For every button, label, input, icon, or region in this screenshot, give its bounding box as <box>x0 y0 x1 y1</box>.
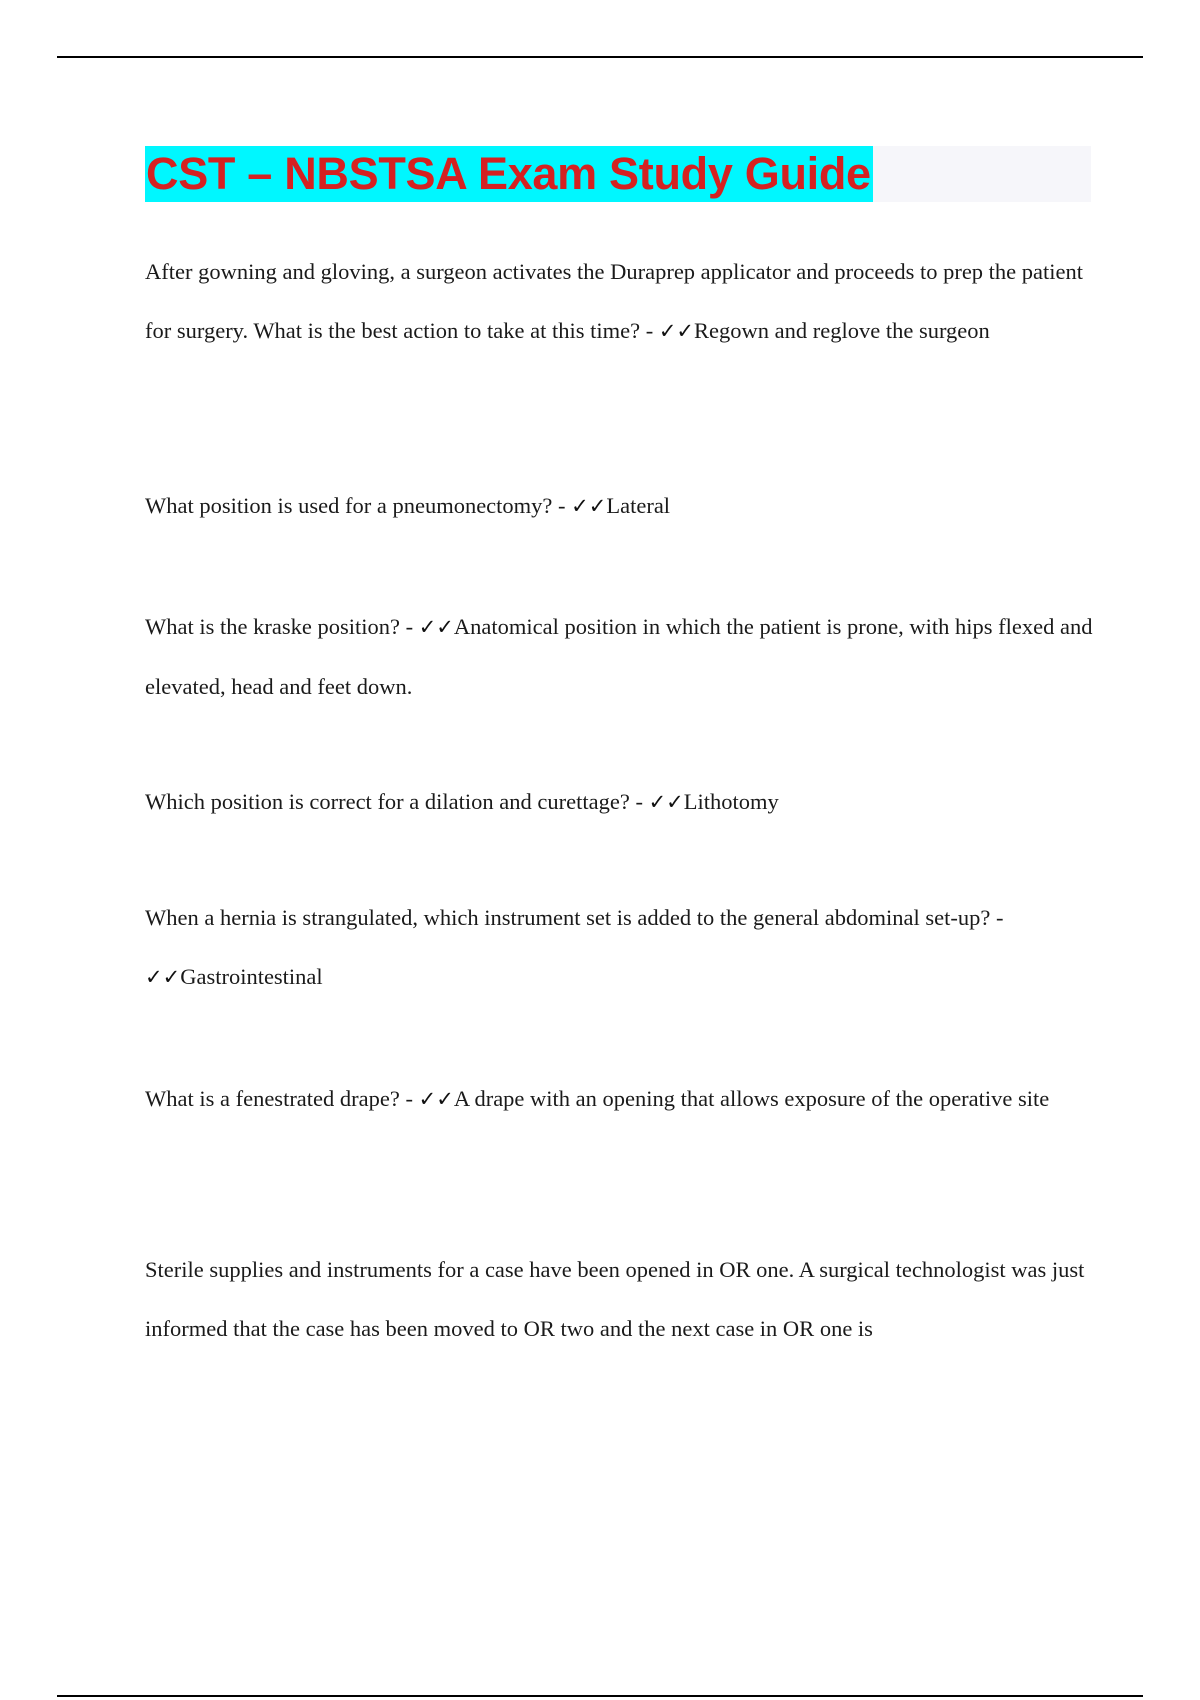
qa-item <box>145 888 1095 1007</box>
header-rule <box>57 56 1143 58</box>
check-icon: ✓✓ <box>418 615 454 639</box>
question-text: What is the kraske position? - <box>145 614 419 639</box>
qa-item <box>145 242 1095 361</box>
answer-text: Anatomical position in which the patient is prone, with hips flexed and elevated, head and feet down. <box>145 614 1093 699</box>
check-icon: ✓✓ <box>648 790 684 814</box>
check-icon: ✓✓ <box>571 494 607 518</box>
check-icon: ✓✓ <box>658 319 695 343</box>
check-icon: ✓✓ <box>145 965 181 989</box>
check-icon: ✓✓ <box>418 1087 454 1111</box>
page-title: CST – NBSTSA Exam Study Guide <box>145 146 873 202</box>
qa-item <box>145 1240 1095 1358</box>
question-text: Which position is correct for a dilation and curettage? - <box>145 789 649 814</box>
qa-item <box>145 476 1095 536</box>
qa-item <box>145 1069 1095 1129</box>
qa-item <box>145 597 1095 716</box>
question-text: Sterile supplies and instruments for a case have been opened in OR one. A surgical technologist was just informed that the case has been moved to OR two and the next case in OR one is <box>145 1257 1085 1341</box>
answer-text: Lateral <box>606 493 671 518</box>
question-text: After gowning and gloving, a surgeon activates the Duraprep applicator and proceeds to prep the patient for surgery. What is the best action to take at this time? - <box>145 259 1084 343</box>
question-text: When a hernia is strangulated, which instrument set is added to the general abdominal set-up? - <box>145 905 1004 930</box>
answer-text: Regown and reglove the surgeon <box>694 318 990 343</box>
qa-item <box>145 772 1095 832</box>
question-text: What is a fenestrated drape? - <box>145 1086 419 1111</box>
answer-text: A drape with an opening that allows exposure of the operative site <box>453 1086 1050 1111</box>
answer-text: Lithotomy <box>683 789 779 814</box>
question-text: What position is used for a pneumonectomy? - <box>145 493 572 518</box>
footer-rule <box>57 1695 1143 1697</box>
answer-text: Gastrointestinal <box>180 964 323 989</box>
